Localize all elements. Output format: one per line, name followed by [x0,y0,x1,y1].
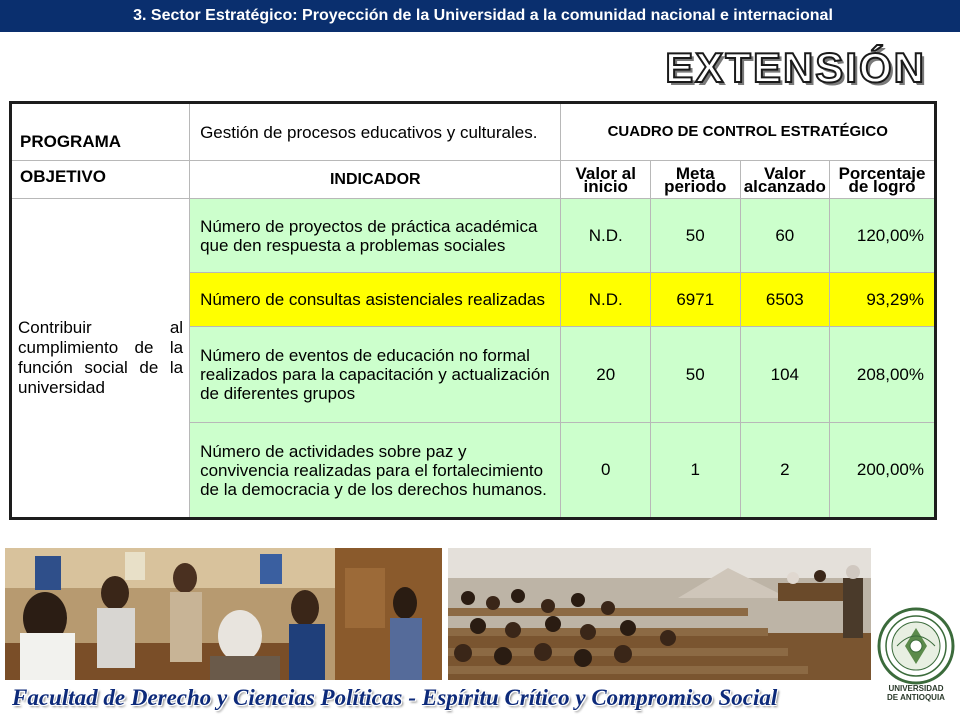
footer [12,680,862,716]
col-valor-alcanzado: Valor alcanzado [740,161,830,199]
control-table [9,101,937,520]
indicador-label: INDICADOR [190,161,561,199]
indicator-cell: Número de proyectos de práctica académica que den respuesta a problemas sociales [190,199,561,273]
page-title: EXTENSIÓN [665,44,926,91]
alcanzado-cell: 104 [740,327,830,423]
col-porcentaje-logro: Porcentaje de logro [830,161,936,199]
faculty-name: Facultad de Derecho y Ciencias Políticas [12,685,403,710]
objetivo-label: OBJETIVO [11,161,190,199]
inicio-cell: 0 [561,423,651,519]
porcentaje-cell: 208,00% [830,327,936,423]
university-name-line1: UNIVERSIDAD [888,684,944,693]
porcentaje-cell: 120,00% [830,199,936,273]
inicio-cell: N.D. [561,199,651,273]
meta-cell: 50 [651,327,741,423]
consultation-photo [5,548,442,680]
alcanzado-cell: 2 [740,423,830,519]
col-meta-periodo: Meta periodo [651,161,741,199]
porcentaje-cell: 93,29% [830,273,936,327]
meta-cell: 50 [651,199,741,273]
programa-value: Gestión de procesos educativos y culturales. [190,103,561,161]
university-name-line2: DE ANTIOQUIA [887,693,945,702]
objective-text: Contribuir al cumplimiento de la función social de la universidad [11,199,190,519]
meta-cell: 6971 [651,273,741,327]
col-valor-inicio: Valor al inicio [561,161,651,199]
footer-separator: - [408,685,416,710]
banner-text: 3. Sector Estratégico: Proyección de la Universidad a la comunidad nacional e internacional [133,7,833,24]
faculty-motto: Espíritu Crítico y Compromiso Social [422,685,778,710]
control-title: CUADRO DE CONTROL ESTRATÉGICO [561,103,936,161]
programa-label: PROGRAMA [11,103,190,161]
porcentaje-cell: 200,00% [830,423,936,519]
meta-cell: 1 [651,423,741,519]
alcanzado-cell: 60 [740,199,830,273]
inicio-cell: 20 [561,327,651,423]
university-name [874,684,958,702]
inicio-cell: N.D. [561,273,651,327]
lecture-hall-photo [448,548,871,680]
indicator-cell: Número de actividades sobre paz y convivencia realizadas para el fortalecimiento de la democracia y de los derechos humanos. [190,423,561,519]
indicator-cell: Número de eventos de educación no formal realizados para la capacitación y actualización de diferentes grupos [190,327,561,423]
indicator-cell: Número de consultas asistenciales realizadas [190,273,561,327]
top-banner [0,0,960,32]
alcanzado-cell: 6503 [740,273,830,327]
table-row [11,199,936,273]
